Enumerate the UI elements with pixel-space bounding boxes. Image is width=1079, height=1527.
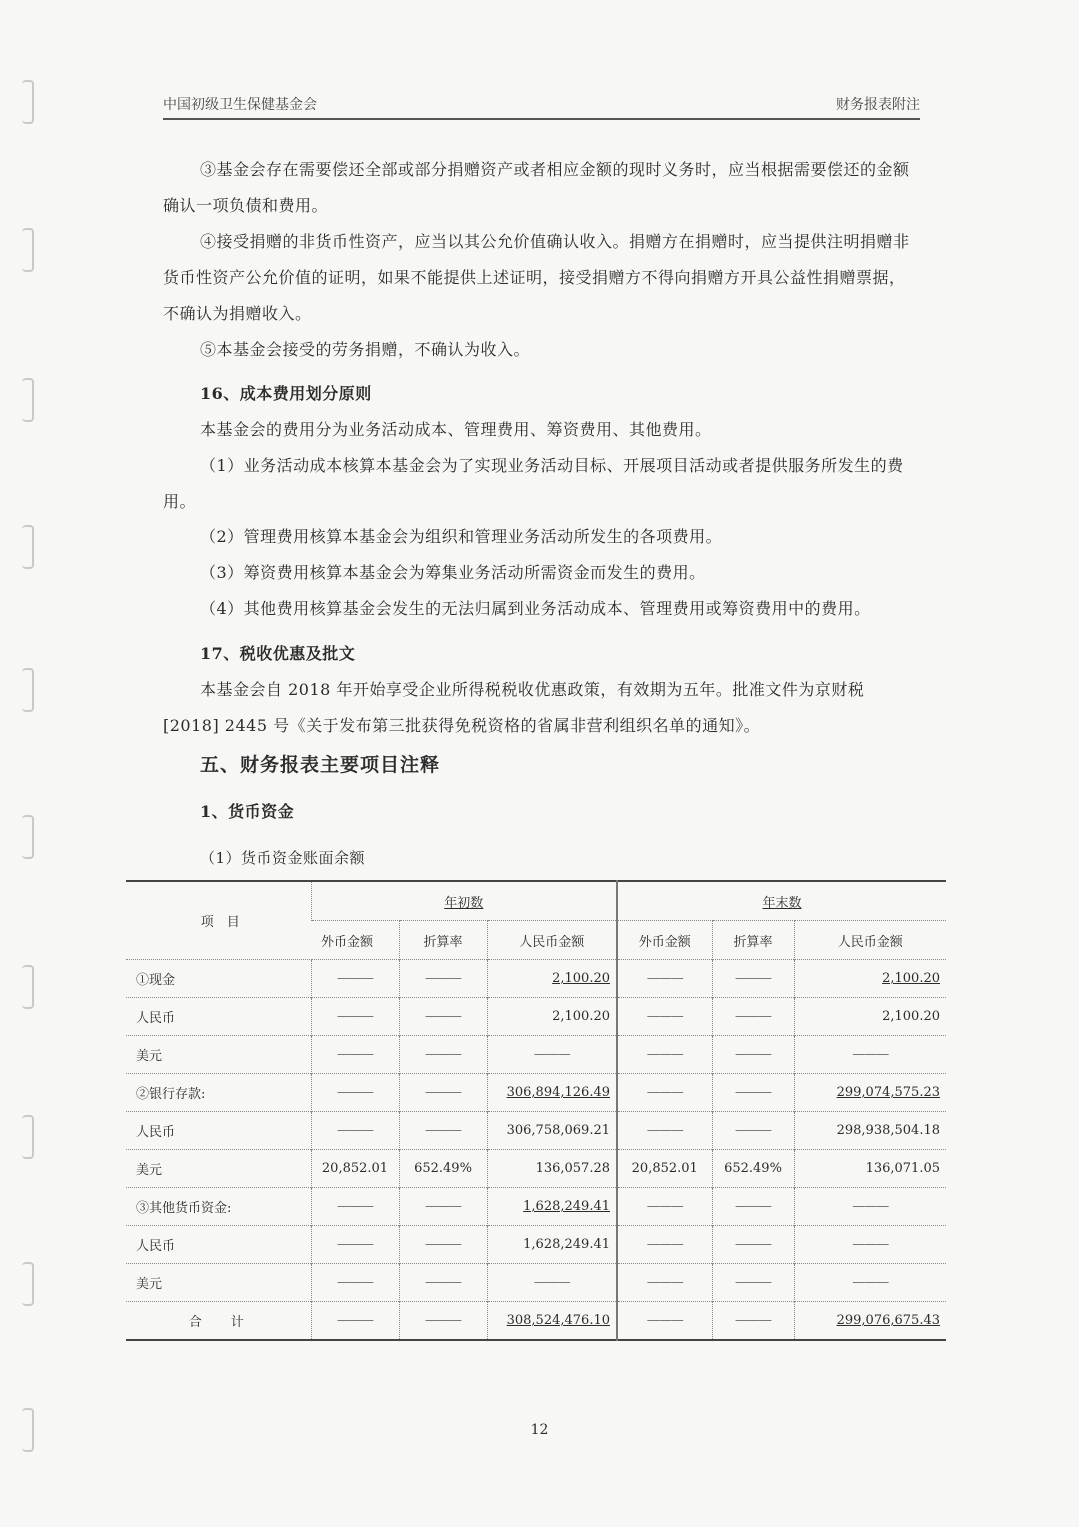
cell-b-fx bbox=[311, 1226, 399, 1264]
cell-b-rmb bbox=[487, 1302, 617, 1341]
binder-mark bbox=[22, 965, 34, 1009]
cell-b-rate bbox=[399, 1150, 487, 1188]
dash-placeholder: ——— bbox=[735, 1085, 771, 1100]
table-row bbox=[126, 1226, 946, 1264]
subheader: 人民币金额 bbox=[487, 921, 617, 960]
dash-placeholder: ——— bbox=[425, 1199, 461, 1214]
cell-e-rmb bbox=[794, 1150, 946, 1188]
section-16-item-1: （1）业务活动成本核算本基金会为了实现业务活动目标、开展项目活动或者提供服务所发生的费用。 bbox=[163, 456, 904, 511]
section-16-title: 16、成本费用划分原则 bbox=[200, 384, 372, 403]
row-label: 美元 bbox=[126, 1150, 311, 1188]
cell-e-fx bbox=[617, 1226, 712, 1264]
dash-placeholder: ——— bbox=[646, 1123, 683, 1138]
dash-placeholder: ——— bbox=[425, 1085, 461, 1100]
cell-b-fx bbox=[311, 1112, 399, 1150]
header-org: 中国初级卫生保健基金会 bbox=[163, 97, 317, 113]
cell-b-fx bbox=[311, 1264, 399, 1302]
dash-placeholder: ——— bbox=[337, 1085, 373, 1100]
subheader: 人民币金额 bbox=[794, 921, 946, 960]
cell-b-rate bbox=[399, 1074, 487, 1112]
section-17-text: 本基金会自 2018 年开始享受企业所得税税收优惠政策，有效期为五年。批准文件为京财税 [2018] 2445 号《关于发布第三批获得免税资格的省属非营利组织名单的通知》。 bbox=[163, 680, 865, 735]
dash-placeholder: ——— bbox=[425, 1237, 461, 1252]
cell-e-rmb bbox=[794, 1112, 946, 1150]
row-label: ①现金 bbox=[126, 960, 311, 998]
cell-b-rate bbox=[399, 1302, 487, 1341]
table-row bbox=[126, 1074, 946, 1112]
paragraph-item-5: ⑤本基金会接受的劳务捐赠，不确认为收入。 bbox=[200, 340, 531, 359]
cell-b-rate bbox=[399, 1226, 487, 1264]
cell-b-rmb bbox=[487, 1150, 617, 1188]
table-row bbox=[126, 1112, 946, 1150]
binder-mark bbox=[22, 1115, 34, 1159]
part-5-title: 五、财务报表主要项目注释 bbox=[200, 754, 441, 776]
cell-b-fx bbox=[311, 1036, 399, 1074]
cell-e-rate bbox=[712, 998, 794, 1036]
dash-placeholder: ——— bbox=[646, 1275, 683, 1290]
subheader: 折算率 bbox=[712, 921, 794, 960]
cell-value: 299,076,675.43 bbox=[836, 1313, 940, 1328]
cell-value: 652.49% bbox=[724, 1161, 782, 1176]
cash-balance-table bbox=[126, 880, 946, 1341]
binder-mark bbox=[22, 815, 34, 859]
table-row bbox=[126, 1036, 946, 1074]
row-label: 美元 bbox=[126, 1036, 311, 1074]
dash-placeholder: ——— bbox=[646, 971, 683, 986]
section-16-item-3: （3）筹资费用核算本基金会为筹集业务活动所需资金而发生的费用。 bbox=[200, 563, 706, 582]
cell-b-rate bbox=[399, 1036, 487, 1074]
dash-placeholder: ——— bbox=[735, 1009, 771, 1024]
cell-value: 298,938,504.18 bbox=[836, 1123, 940, 1138]
cell-e-rmb bbox=[794, 1302, 946, 1341]
row-label: ②银行存款: bbox=[126, 1074, 311, 1112]
paragraph-item-3: ③基金会存在需要偿还全部或部分捐赠资产或者相应金额的现时义务时，应当根据需要偿还的金额确认一项负债和费用。 bbox=[163, 160, 910, 215]
cell-value: 1,628,249.41 bbox=[523, 1199, 610, 1214]
cell-e-rate bbox=[712, 1188, 794, 1226]
cell-e-fx bbox=[617, 998, 712, 1036]
cell-e-rate bbox=[712, 1226, 794, 1264]
page-number: 12 bbox=[530, 1422, 549, 1438]
dash-placeholder: ——— bbox=[735, 1199, 771, 1214]
binder-mark bbox=[22, 668, 34, 712]
cell-e-rate bbox=[712, 1264, 794, 1302]
dash-placeholder: ——— bbox=[646, 1009, 683, 1024]
cell-b-rmb bbox=[487, 1036, 617, 1074]
dash-placeholder: ——— bbox=[735, 1237, 771, 1252]
binder-mark bbox=[22, 1262, 34, 1306]
cell-value: 2,100.20 bbox=[552, 1009, 610, 1024]
group-begin-header: 年初数 bbox=[311, 881, 617, 921]
cell-b-fx bbox=[311, 1188, 399, 1226]
table-row bbox=[126, 998, 946, 1036]
cell-e-rate bbox=[712, 960, 794, 998]
cell-e-rate bbox=[712, 1112, 794, 1150]
subheader: 折算率 bbox=[399, 921, 487, 960]
dash-placeholder: ——— bbox=[337, 1047, 373, 1062]
dash-placeholder: ——— bbox=[735, 971, 771, 986]
cell-b-fx bbox=[311, 1302, 399, 1341]
dash-placeholder: ——— bbox=[646, 1199, 683, 1214]
dash-placeholder: ——— bbox=[425, 1009, 461, 1024]
dash-placeholder: ——— bbox=[735, 1275, 771, 1290]
row-label: 美元 bbox=[126, 1264, 311, 1302]
dash-placeholder: ——— bbox=[337, 1237, 373, 1252]
cell-value: 1,628,249.41 bbox=[523, 1237, 610, 1252]
cell-e-rate bbox=[712, 1036, 794, 1074]
cell-e-rmb bbox=[794, 1188, 946, 1226]
cell-b-rmb bbox=[487, 960, 617, 998]
cell-value: 20,852.01 bbox=[631, 1161, 698, 1176]
cell-b-rate bbox=[399, 1188, 487, 1226]
binder-mark bbox=[22, 228, 34, 272]
dash-placeholder: ——— bbox=[852, 1047, 889, 1062]
binder-mark bbox=[22, 80, 34, 124]
header-doc-type: 财务报表附注 bbox=[836, 97, 920, 113]
dash-placeholder: ——— bbox=[425, 1275, 461, 1290]
cell-e-rmb bbox=[794, 960, 946, 998]
dash-placeholder: ——— bbox=[646, 1047, 683, 1062]
table-row bbox=[126, 1188, 946, 1226]
cell-b-fx bbox=[311, 960, 399, 998]
cell-value: 2,100.20 bbox=[882, 1009, 940, 1024]
table-caption: （1）货币资金账面余额 bbox=[200, 849, 366, 867]
binder-mark bbox=[22, 378, 34, 422]
cell-value: 308,524,476.10 bbox=[506, 1313, 610, 1328]
cell-b-rate bbox=[399, 960, 487, 998]
cell-b-fx bbox=[311, 998, 399, 1036]
table-row bbox=[126, 1150, 946, 1188]
dash-placeholder: ——— bbox=[646, 1237, 683, 1252]
cell-e-fx bbox=[617, 1150, 712, 1188]
table-row bbox=[126, 1264, 946, 1302]
section-17-title: 17、税收优惠及批文 bbox=[200, 644, 356, 663]
subheader: 外币金额 bbox=[617, 921, 712, 960]
cell-b-fx bbox=[311, 1074, 399, 1112]
cell-e-rate bbox=[712, 1074, 794, 1112]
dash-placeholder: ——— bbox=[735, 1047, 771, 1062]
table-row bbox=[126, 960, 946, 998]
cell-e-rmb bbox=[794, 1036, 946, 1074]
dash-placeholder: ——— bbox=[735, 1313, 771, 1328]
binder-mark bbox=[22, 525, 34, 569]
dash-placeholder: ——— bbox=[533, 1047, 570, 1062]
section-16-item-2: （2）管理费用核算本基金会为组织和管理业务活动所发生的各项费用。 bbox=[200, 527, 723, 546]
cell-b-rmb bbox=[487, 1188, 617, 1226]
group-end-header: 年末数 bbox=[617, 881, 946, 921]
dash-placeholder: ——— bbox=[646, 1313, 683, 1328]
row-label: 人民币 bbox=[126, 1112, 311, 1150]
cell-e-rmb bbox=[794, 998, 946, 1036]
dash-placeholder: ——— bbox=[425, 971, 461, 986]
cell-value: 136,071.05 bbox=[865, 1161, 940, 1176]
dash-placeholder: ——— bbox=[337, 1123, 373, 1138]
dash-placeholder: ——— bbox=[735, 1123, 771, 1138]
cell-value: 306,894,126.49 bbox=[506, 1085, 610, 1100]
dash-placeholder: ——— bbox=[533, 1275, 570, 1290]
dash-placeholder: ——— bbox=[425, 1313, 461, 1328]
cell-e-rmb bbox=[794, 1264, 946, 1302]
dash-placeholder: ——— bbox=[425, 1047, 461, 1062]
dash-placeholder: ——— bbox=[337, 1275, 373, 1290]
dash-placeholder: ——— bbox=[852, 1199, 889, 1214]
dash-placeholder: ——— bbox=[852, 1275, 889, 1290]
cell-b-rmb bbox=[487, 1226, 617, 1264]
cell-e-rmb bbox=[794, 1226, 946, 1264]
cell-e-fx bbox=[617, 1302, 712, 1341]
paragraph-item-4: ④接受捐赠的非货币性资产，应当以其公允价值确认收入。捐赠方在捐赠时，应当提供注明捐赠非货币性资产公允价值的证明，如果不能提供上述证明，接受捐赠方不得向捐赠方开具公益性捐赠票据，不确认为捐赠收入。 bbox=[163, 232, 910, 323]
cell-e-rate bbox=[712, 1150, 794, 1188]
cell-value: 299,074,575.23 bbox=[836, 1085, 940, 1100]
cell-e-rate bbox=[712, 1302, 794, 1341]
cell-b-fx bbox=[311, 1150, 399, 1188]
cell-e-rmb bbox=[794, 1074, 946, 1112]
cell-e-fx bbox=[617, 1074, 712, 1112]
item-header: 项 目 bbox=[126, 881, 311, 960]
dash-placeholder: ——— bbox=[425, 1123, 461, 1138]
dash-placeholder: ——— bbox=[646, 1085, 683, 1100]
cell-b-rate bbox=[399, 1264, 487, 1302]
row-label: 人民币 bbox=[126, 998, 311, 1036]
section-16-intro: 本基金会的费用分为业务活动成本、管理费用、筹资费用、其他费用。 bbox=[200, 420, 712, 439]
subheader: 外币金额 bbox=[311, 921, 399, 960]
cell-b-rmb bbox=[487, 1074, 617, 1112]
cell-e-fx bbox=[617, 1264, 712, 1302]
dash-placeholder: ——— bbox=[852, 1237, 889, 1252]
dash-placeholder: ——— bbox=[337, 1009, 373, 1024]
cell-e-fx bbox=[617, 1036, 712, 1074]
sub-1-title: 1、货币资金 bbox=[200, 802, 295, 821]
section-16-item-4: （4）其他费用核算基金会发生的无法归属到业务活动成本、管理费用或筹资费用中的费用。 bbox=[200, 599, 871, 618]
cell-e-fx bbox=[617, 1112, 712, 1150]
dash-placeholder: ——— bbox=[337, 1199, 373, 1214]
table-header-row bbox=[126, 881, 946, 921]
row-label: ③其他货币资金: bbox=[126, 1188, 311, 1226]
cell-value: 652.49% bbox=[414, 1161, 472, 1176]
row-label: 合 计 bbox=[126, 1302, 311, 1341]
dash-placeholder: ——— bbox=[337, 1313, 373, 1328]
cell-b-rate bbox=[399, 1112, 487, 1150]
cell-b-rmb bbox=[487, 1112, 617, 1150]
table-row bbox=[126, 1302, 946, 1341]
cell-e-fx bbox=[617, 1188, 712, 1226]
cell-value: 20,852.01 bbox=[321, 1161, 389, 1176]
dash-placeholder: ——— bbox=[337, 971, 373, 986]
cell-b-rmb bbox=[487, 998, 617, 1036]
cell-b-rmb bbox=[487, 1264, 617, 1302]
cell-value: 2,100.20 bbox=[552, 971, 610, 986]
cell-b-rate bbox=[399, 998, 487, 1036]
cell-value: 136,057.28 bbox=[535, 1161, 610, 1176]
cell-value: 306,758,069.21 bbox=[506, 1123, 610, 1138]
row-label: 人民币 bbox=[126, 1226, 311, 1264]
cell-value: 2,100.20 bbox=[882, 971, 940, 986]
cell-e-fx bbox=[617, 960, 712, 998]
page-header bbox=[163, 92, 920, 120]
